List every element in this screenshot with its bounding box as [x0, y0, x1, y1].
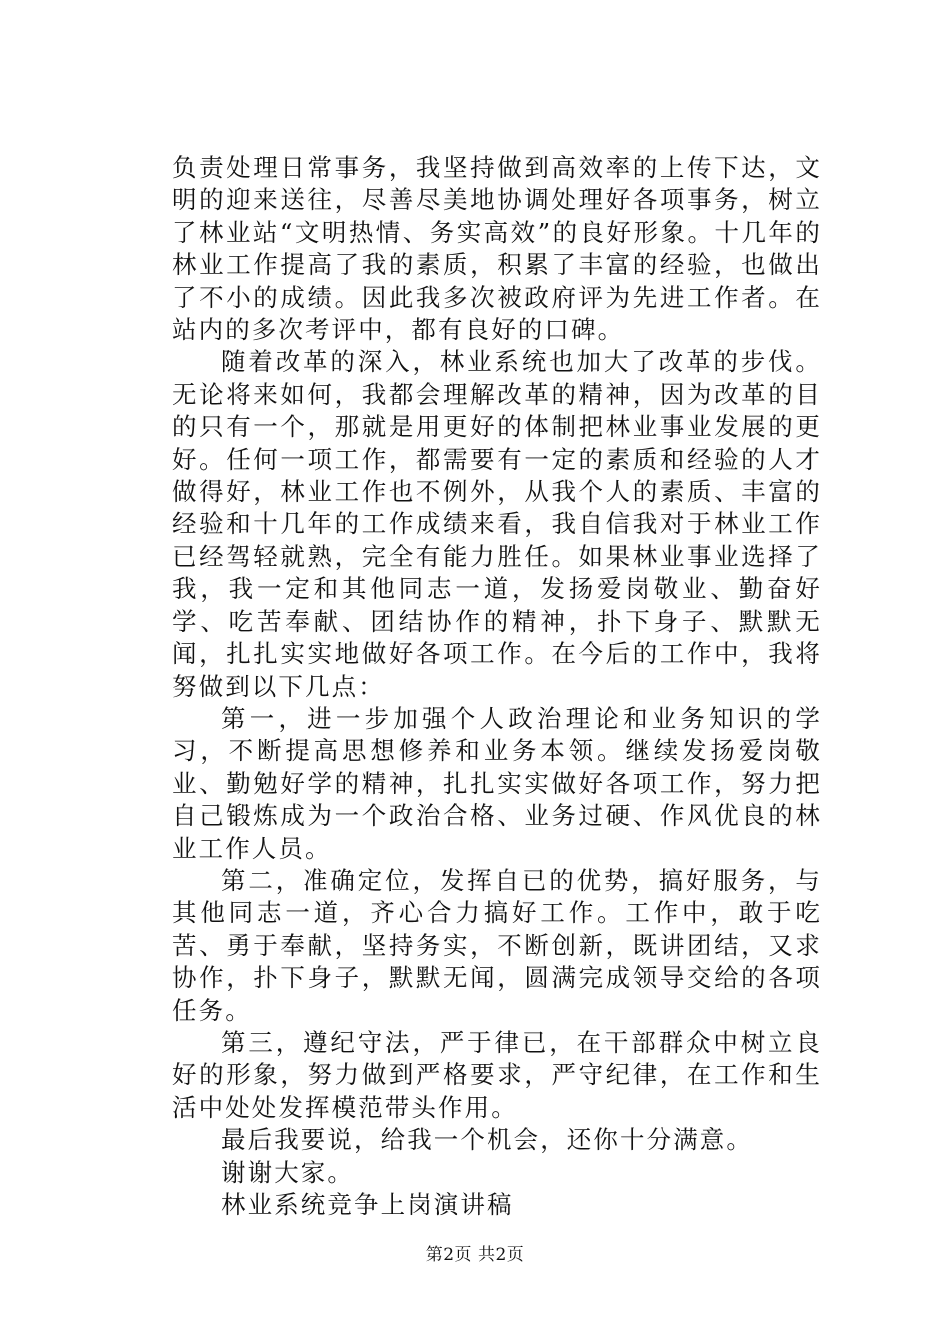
paragraph-5: 第三，遵纪守法，严于律已，在干部群众中树立良好的形象，努力做到严格要求，严守纪律，在工作和生活中处处发挥模范带头作用。 — [172, 1027, 822, 1122]
paragraph-1: 负责处理日常事务，我坚持做到高效率的上传下达，文明的迎来送往，尽善尽美地协调处理好各项事务，树立了林业站“文明热情、务实高效”的良好形象。十几年的林业工作提高了我的素质，积累了丰富的经验，也做出了不小的成绩。因此我多次被政府评为先进工作者。在站内的多次考评中，都有良好的口碑。 — [172, 153, 822, 345]
page-number-label: 第2页 共2页 — [425, 1245, 525, 1265]
paragraph-closing: 最后我要说，给我一个机会，还你十分满意。 — [221, 1125, 753, 1155]
page-footer — [0, 1244, 950, 1266]
paragraph-doc-title: 林业系统竞争上岗演讲稿 — [221, 1190, 514, 1219]
paragraph-2: 随着改革的深入，林业系统也加大了改革的步伐。无论将来如何，我都会理解改革的精神，因为改革的目的只有一个，那就是用更好的体制把林业事业发展的更好。任何一项工作，都需要有一定的素质和经验的人才做得好，林业工作也不例外，从我个人的素质、丰富的经验和十几年的工作成绩来看，我自信我对于林业工作已经驾轻就熟，完全有能力胜任。如果林业事业选择了我，我一定和其他同志一道，发扬爱岗敬业、勤奋好学、吃苦奉献、团结协作的精神，扑下身子、默默无闻，扎扎实实地做好各项工作。在今后的工作中，我将努做到以下几点： — [172, 347, 822, 701]
paragraph-4: 第二，准确定位，发挥自已的优势，搞好服务，与其他同志一道，齐心合力搞好工作。工作中，敢于吃苦、勇于奉献，坚持务实，不断创新，既讲团结，又求协作，扑下身子，默默无闻，圆满完成领导交给的各项任务。 — [172, 865, 822, 1025]
document-body — [172, 152, 822, 1221]
paragraph-thanks: 谢谢大家。 — [221, 1157, 354, 1187]
paragraph-3: 第一，进一步加强个人政治理论和业务知识的学习，不断提高思想修养和业务本领。继续发扬爱岗敬业、勤勉好学的精神，扎扎实实做好各项工作，努力把自己锻炼成为一个政治合格、业务过硬、作风优良的林业工作人员。 — [172, 703, 822, 863]
